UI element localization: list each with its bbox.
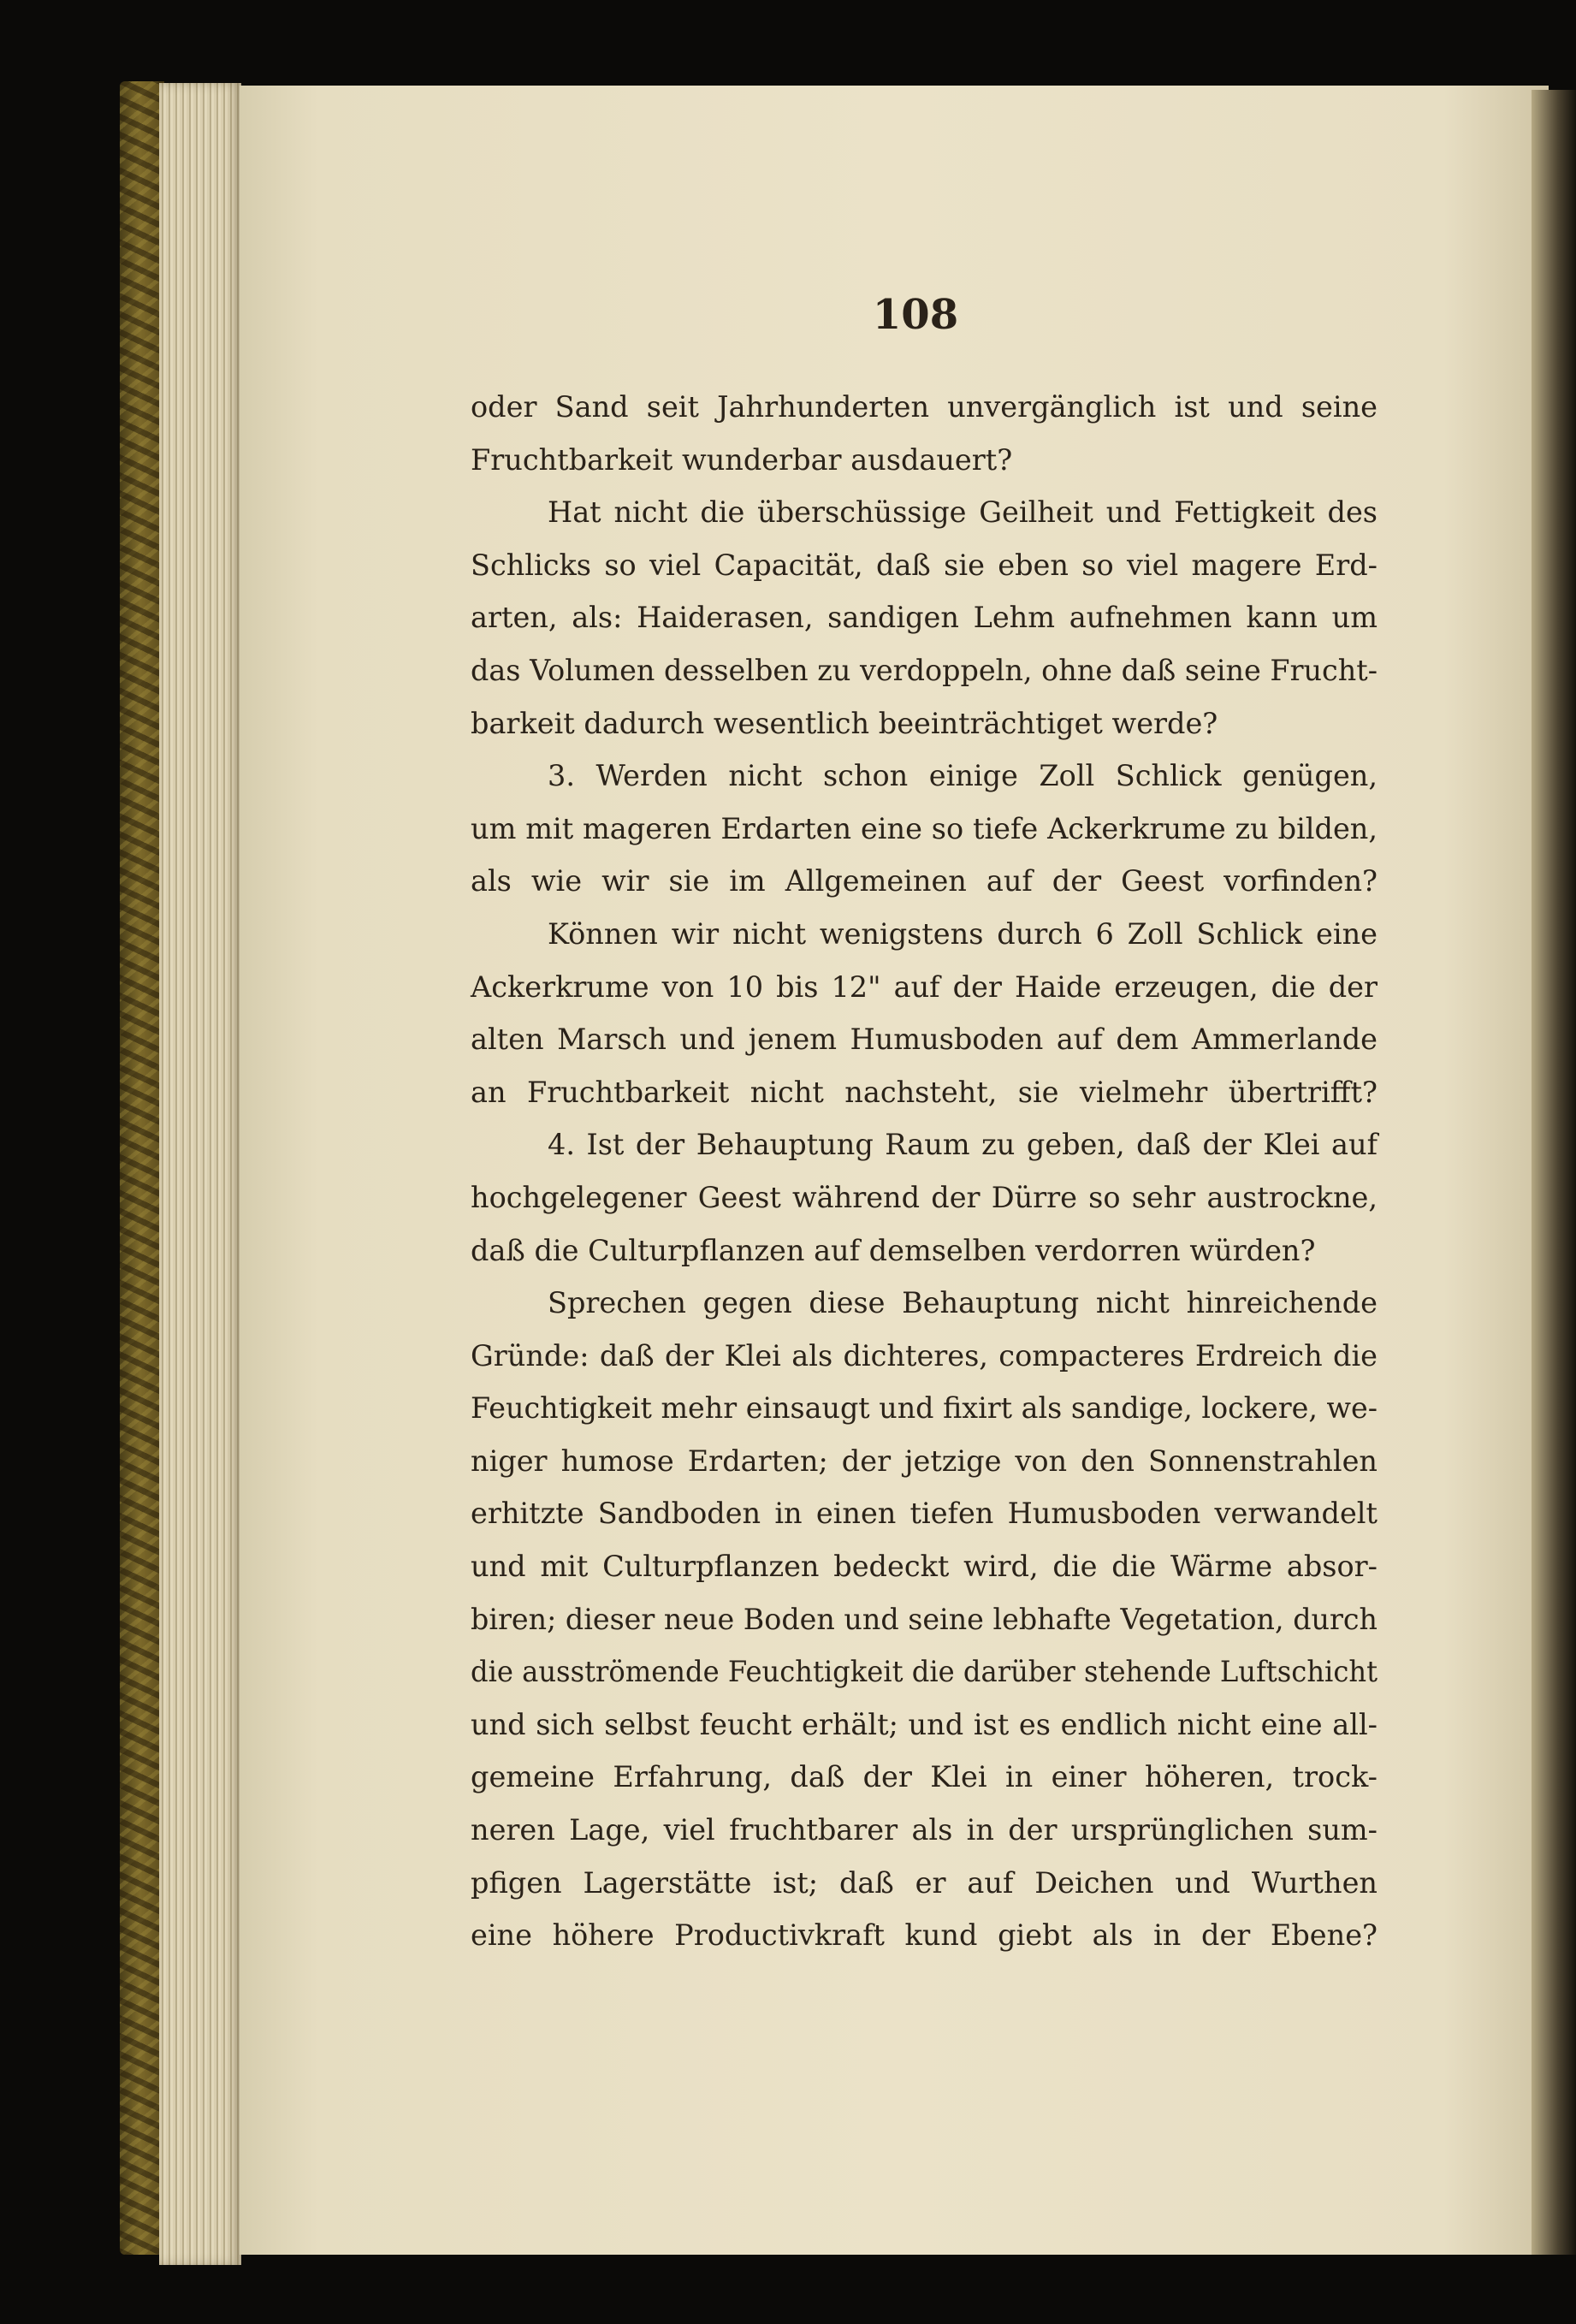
text-line: hochgelegener Geest während der Dürre so sehr austrockne, <box>471 1180 1378 1214</box>
text-line: barkeit dadurch wesentlich beeinträchtiget werde? <box>471 706 1218 740</box>
body-text <box>471 381 1378 1962</box>
text-line: biren; dieser neue Boden und seine lebhafte Vegetation, durch <box>471 1602 1378 1636</box>
text-line: 4. Ist der Behauptung Raum zu geben, daß der Klei auf <box>548 1128 1378 1162</box>
text-line: als wie wir sie im Allgemeinen auf der Geest vorfinden? <box>471 864 1378 898</box>
text-line: pfigen Lagerstätte ist; daß er auf Deichen und Wurthen <box>471 1865 1378 1900</box>
text-line: neren Lage, viel fruchtbarer als in der ursprünglichen sum- <box>471 1813 1378 1847</box>
text-line: Gründe: daß der Klei als dichteres, compacteres Erdreich die <box>471 1338 1378 1372</box>
page-edges <box>159 83 241 2265</box>
text-line: Schlicks so viel Capacität, daß sie eben so viel magere Erd- <box>471 548 1378 582</box>
book-gutter <box>1532 90 1576 2255</box>
text-line: alten Marsch und jenem Humusboden auf dem Ammerlande <box>471 1023 1378 1057</box>
text-line: Hat nicht die überschüssige Geilheit und Fettigkeit des <box>548 495 1378 530</box>
text-line: die ausströmende Feuchtigkeit die darüber stehende Luftschicht <box>471 1655 1378 1689</box>
text-line: an Fruchtbarkeit nicht nachsteht, sie vielmehr übertrifft? <box>471 1075 1378 1109</box>
text-line: und mit Culturpflanzen bedeckt wird, die die Wärme absor- <box>471 1550 1378 1584</box>
text-line: arten, als: Haiderasen, sandigen Lehm aufnehmen kann um <box>471 601 1378 635</box>
text-line: oder Sand seit Jahrhunderten unvergänglich ist und seine <box>471 390 1378 424</box>
text-line: 3. Werden nicht schon einige Zoll Schlick genügen, <box>548 759 1378 793</box>
text-line: um mit mageren Erdarten eine so tiefe Ackerkrume zu bilden, <box>471 811 1378 845</box>
text-line: Feuchtigkeit mehr einsaugt und fixirt als sandige, lockere, we- <box>471 1391 1378 1426</box>
text-line: niger humose Erdarten; der jetzige von den Sonnenstrahlen <box>471 1444 1378 1478</box>
text-line: eine höhere Productivkraft kund giebt als in der Ebene? <box>471 1918 1378 1953</box>
text-line: Fruchtbarkeit wunderbar ausdauert? <box>471 442 1013 477</box>
text-line: erhitzte Sandboden in einen tiefen Humusboden verwandelt <box>471 1497 1378 1531</box>
text-line: das Volumen desselben zu verdoppeln, ohne daß seine Frucht- <box>471 653 1378 687</box>
page-number: 108 <box>872 291 959 339</box>
text-line: Können wir nicht wenigstens durch 6 Zoll Schlick eine <box>548 916 1378 951</box>
text-line: daß die Culturpflanzen auf demselben verdorren würden? <box>471 1233 1316 1267</box>
text-line: gemeine Erfahrung, daß der Klei in einer höheren, trock- <box>471 1760 1378 1794</box>
text-line: und sich selbst feucht erhält; und ist es endlich nicht eine all- <box>471 1707 1378 1741</box>
text-line: Ackerkrume von 10 bis 12" auf der Haide erzeugen, die der <box>471 969 1378 1004</box>
text-line: Sprechen gegen diese Behauptung nicht hinreichende <box>548 1286 1378 1320</box>
marbled-cover-board <box>120 81 164 2255</box>
